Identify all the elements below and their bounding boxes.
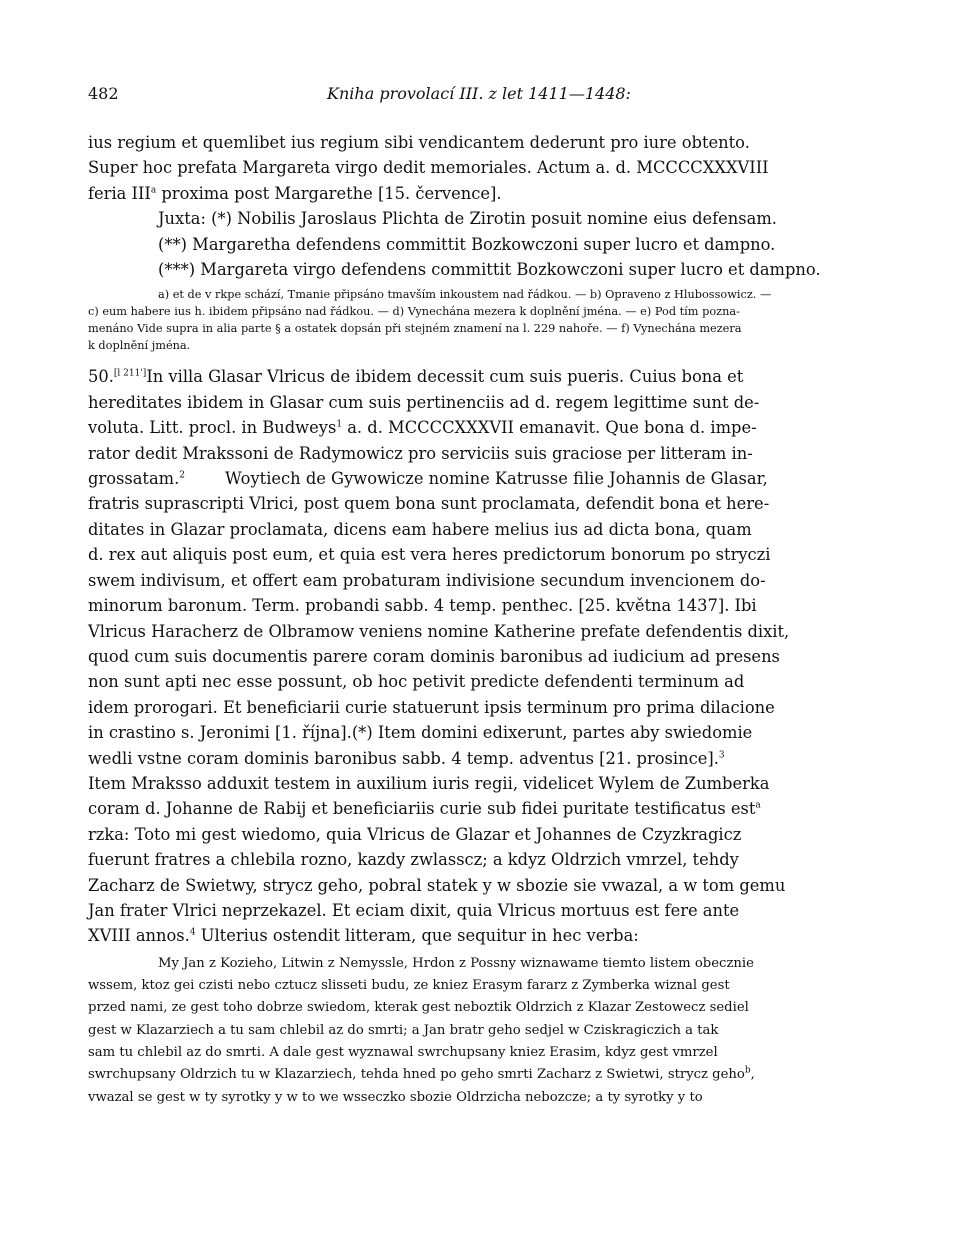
quote-line: My Jan z Kozieho, Litwin z Nemyssle, Hrdon z Possny wiznawame tiemto listem obecznie xyxy=(158,955,754,971)
page-header xyxy=(88,84,870,114)
superscript: a xyxy=(150,185,157,196)
quote-line: przed nami, ze gest toho dobrze swiedom, kterak gest neboztik Oldrzich z Klazar Zestowecz sediel xyxy=(88,1000,749,1016)
text-line: voluta. Litt. procl. in Budweys$^1$ a. d. MCCCCXXXVII emanavit. Que bona d. impe- xyxy=(88,418,757,438)
text-line: Super hoc prefata Margareta virgo dedit memoriales. Actum a. d. MCCCCXXXVIII xyxy=(88,158,769,178)
juxta-line: Juxta: (*) Nobilis Jaroslaus Plichta de Zirotin posuit nomine eius defensam. xyxy=(158,209,777,229)
text-line: Jan frater Vlrici neprzekazel. Et eciam dixit, quia Vlricus mortuus est fere ante xyxy=(88,900,740,920)
running-title: Kniha provolací III. z let 1411—1448: xyxy=(327,84,631,103)
section-50 xyxy=(88,364,870,948)
footnote-line: c) eum habere ius h. ibidem připsáno nad řádkou. — d) Vynechána mezera k doplnění jména. — e) Pod tím pozna- xyxy=(88,305,740,319)
text-line: Zacharz de Swietwy, strycz geho, pobral statek y w sbozie sie vwazal, a w tom gemu xyxy=(88,875,786,895)
text-line: non sunt apti nec esse possunt, ob hoc petivit predicte defendenti terminum ad xyxy=(88,672,745,692)
text-line: ditates in Glazar proclamata, dicens eam habere melius ius ad dicta bona, quam xyxy=(88,519,752,539)
page-number: 482 xyxy=(88,84,119,103)
quote-line: swrchupsany Oldrzich tu w Klazarziech, tehda hned po geho smrti Zacharz z Swietwi, strycz geho$^b$, xyxy=(88,1065,755,1083)
text-line: in crastino s. Jeronimi [1. října].(*) Item domini edixerunt, partes aby swiedomie xyxy=(88,723,753,743)
quote-line: sam tu chlebil az do smrti. A dale gest wyznawal swrchupsany kniez Erasim, kdyz gest vmrzel xyxy=(88,1044,718,1060)
text-line: rzka: Toto mi gest wiedomo, quia Vlricus de Glazar et Johannes de Czyzkragicz xyxy=(88,824,742,844)
footnote-line: k doplnění jména. xyxy=(88,339,191,353)
quote-line: gest w Klazarziech a tu sam chlebil az do smrti; a Jan bratr geho sedjel w Cziskragiczich a tak xyxy=(88,1022,719,1038)
document-page xyxy=(88,84,870,1109)
text-line: minorum baronum. Term. probandi sabb. 4 temp. penthec. [25. května 1437]. Ibi xyxy=(88,596,757,616)
footnote-line: a) et de v rkpe schází, Tmanie připsáno tmavším inkoustem nad řádkou. — b) Opraveno z Hlubossowicz. — xyxy=(158,288,772,302)
juxta-line: (**) Margaretha defendens committit Bozkowczoni super lucro et dampno. xyxy=(158,234,776,254)
text-line: swem indivisum, et offert eam probaturam indivisione secundum invencionem do- xyxy=(88,570,766,590)
section-number: 50. xyxy=(88,367,114,387)
quoted-letter xyxy=(88,953,870,1109)
quote-line: vwazal se gest w ty syrotky y w to we wsseczko sbozie Oldrzicha nebozcze; a ty syrotky y to xyxy=(88,1089,703,1105)
text-line: d. rex aut aliquis post eum, et quia est vera heres predictorum bonorum po stryczi xyxy=(88,545,771,565)
footnote-line: menáno Vide supra in alia parte § a ostatek dopsán při stejném znamení na l. 229 nahoře. — f) Vynechána mezera xyxy=(88,322,742,336)
text-line: quod cum suis documentis parere coram dominis baronibus ad iudicium ad presens xyxy=(88,646,780,666)
top-paragraph xyxy=(88,130,870,282)
text-line: rator dedit Mrakssoni de Radymowicz pro serviciis suis graciose per litteram in- xyxy=(88,443,753,463)
footnotes xyxy=(88,286,870,354)
folio-ref: [l 211'] xyxy=(113,369,147,380)
text-line: XVIII annos.$^4$ Ulterius ostendit litteram, que sequitur in hec verba: xyxy=(88,926,639,946)
text-line: coram d. Johanne de Rabij et beneficiariis curie sub fidei puritate testificatus est$^a$ xyxy=(88,799,761,819)
text-line: wedli vstne coram dominis baronibus sabb. 4 temp. adventus [21. prosince].$^3$ xyxy=(88,748,725,768)
text-line: fratris suprascripti Vlrici, post quem bona sunt proclamata, defendit bona et here- xyxy=(88,494,770,514)
text-line: ius regium et quemlibet ius regium sibi vendicantem dederunt pro iure obtento. xyxy=(88,133,750,152)
text-line: idem prorogari. Et beneficiarii curie statuerunt ipsis terminum pro prima dilacione xyxy=(88,697,775,717)
quote-line: wssem, ktoz gei czisti nebo cztucz slisseti budu, ze kniez Erasym fararz z Zymberka wiznal gest xyxy=(88,978,730,994)
text-line: Item Mraksso adduxit testem in auxilium iuris regii, videlicet Wylem de Zumberka xyxy=(88,773,770,793)
text-line: hereditates ibidem in Glasar cum suis pertinenciis ad d. regem legittime sunt de- xyxy=(88,392,760,412)
text-line: feria III$^a$ proxima post Margarethe [15. července]. xyxy=(88,183,502,203)
text-line: fuerunt fratres a chlebila rozno, kazdy zwlasscz; a kdyz Oldrzich vmrzel, tehdy xyxy=(88,850,739,870)
text-line: 50.[l 211']In villa Glasar Vlricus de ibidem decessit cum suis pueris. Cuius bona et xyxy=(88,367,744,387)
text-line: grossatam.$^2$ Woytiech de Gywowicze nomine Katrusse filie Johannis de Glasar, xyxy=(88,469,768,489)
juxta-line: (***) Margareta virgo defendens committit Bozkowczoni super lucro et dampno. xyxy=(158,260,821,280)
text-line: Vlricus Haracherz de Olbramow veniens nomine Katherine prefate defendentis dixit, xyxy=(88,621,790,641)
